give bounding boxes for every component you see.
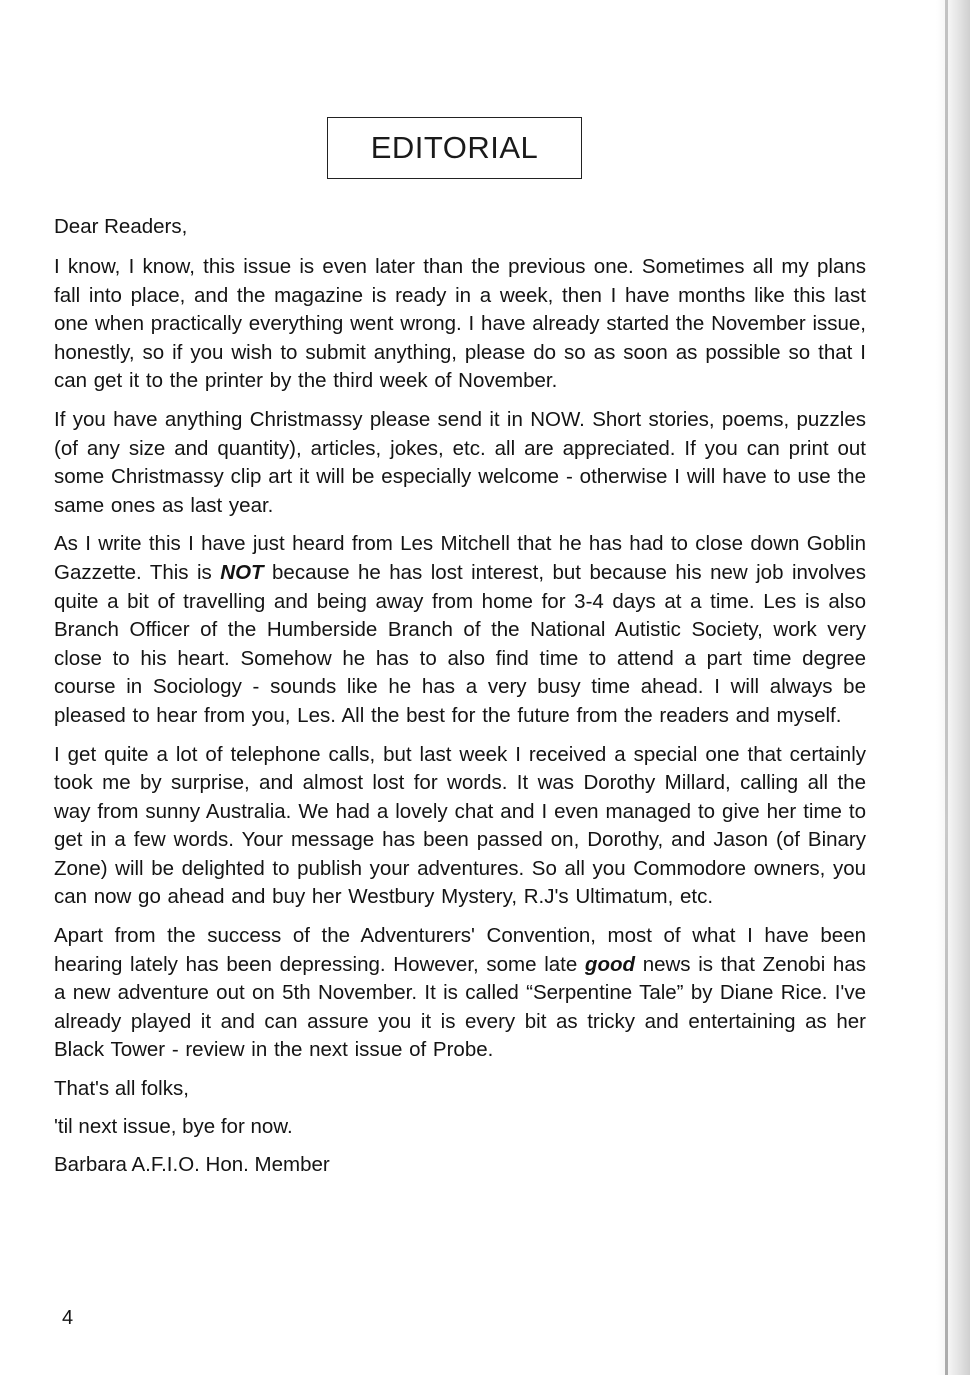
paragraph-3-text-after: because he has lost interest, but because his new job involves quite a bit of travelling and being away from home for 3-4 days at a time. Les is also Branch Officer of the Humberside Branch of the National Autistic Society, work very close to his heart. Somehow he has to also find time to attend a part time degree course in Sociology - sounds like he has a very busy time ahead. I will always be pleased to hear from you, Les. All the best for the future from the readers and myself. bbox=[54, 560, 867, 727]
paragraph-3-emphasis: NOT bbox=[220, 560, 264, 584]
paragraph-5-emphasis: good bbox=[584, 952, 636, 976]
paragraph-5-text-before: Apart from the success of the Adventurers' Convention, most of what I have been hearing lately has been depressing. However, some late bbox=[54, 924, 866, 976]
paragraph-1 bbox=[54, 253, 866, 396]
closing-line-2: 'til next issue, bye for now. bbox=[54, 1115, 293, 1139]
editorial-body bbox=[54, 213, 866, 1189]
paragraph-5 bbox=[54, 922, 866, 1065]
paragraph-1-text: I know, I know, this issue is even later than the previous one. Sometimes all my plans fall into place, and the magazine is ready in a week, then I have months like this last one when practically everything went wrong. I have already started the November issue, honestly, so if you wish to submit anything, please do so as soon as possible so that I can get it to the printer by the third week of November. bbox=[54, 255, 866, 393]
editorial-title-box bbox=[327, 117, 582, 179]
paragraph-4-text: I get quite a lot of telephone calls, but last week I received a special one that certainly took me by surprise, and almost lost for words. It was Dorothy Millard, calling all the way from sunny Australia. We had a lovely chat and I even managed to give her time to get in a few words. Your message has been passed on, Dorothy, and Jason (of Binary Zone) will be delighted to publish your adventures. So all you Commodore owners, you can now go ahead and buy her Westbury Mystery, R.J's Ultimatum, etc. bbox=[54, 742, 866, 909]
paragraph-2-text: If you have anything Christmassy please send it in NOW. Short stories, poems, puzzles (of any size and quantity), articles, jokes, etc. all are appreciated. If you can print out some Christmassy clip art it will be especially welcome - otherwise I will have to use the same ones as last year. bbox=[54, 407, 866, 517]
closing-line-1: That's all folks, bbox=[54, 1077, 189, 1101]
editorial-title: EDITORIAL bbox=[370, 130, 539, 165]
paragraph-3-text-before: As I write this I have just heard from Les Mitchell that he has had to close down Goblin Gazzette. This is bbox=[54, 532, 866, 584]
paragraph-5-text-after: news is that Zenobi has a new adventure out on 5th November. It is called “Serpentine Tale” by Diane Rice. I've already played it and can assure you it is every bit as tricky and entertaining as her Black Tower - review in the next issue of Probe. bbox=[54, 952, 866, 1062]
paragraph-2 bbox=[54, 406, 866, 520]
binding-edge bbox=[945, 0, 948, 1375]
paragraph-4 bbox=[54, 741, 866, 913]
page-number: 4 bbox=[62, 1307, 74, 1329]
salutation: Dear Readers, bbox=[54, 215, 188, 238]
page-edge-shadow bbox=[936, 0, 970, 1375]
signature: Barbara A.F.I.O. Hon. Member bbox=[54, 1153, 330, 1177]
paragraph-3 bbox=[54, 530, 866, 730]
